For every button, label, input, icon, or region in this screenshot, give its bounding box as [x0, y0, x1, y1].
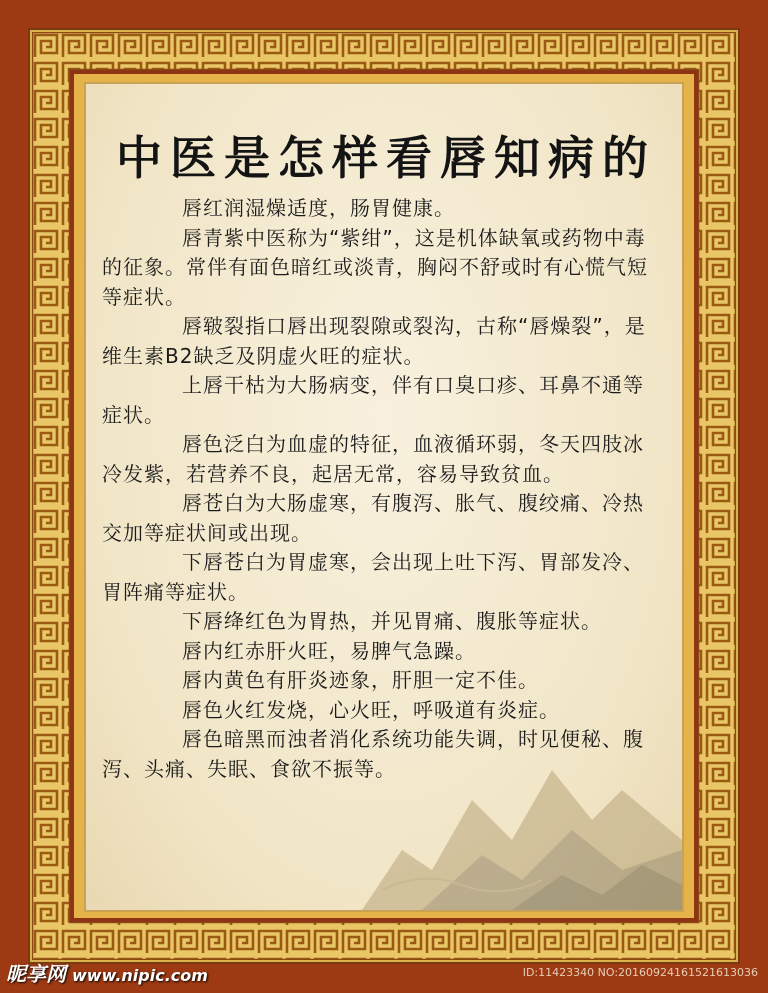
- paragraph: 唇青紫中医称为“紫绀”，这是机体缺氧或药物中毒的征象。常伴有面色暗红或淡青，胸闷不舒或时有心慌气短等症状。: [102, 225, 648, 309]
- article-body: [102, 194, 662, 784]
- content-panel: [84, 82, 684, 912]
- watermark-id: ID:11423340 NO:20160924161521613036: [522, 966, 758, 979]
- paragraph: 唇色泛白为血虚的特征，血液循环弱，冬天四肢冰冷发紫，若营养不良，起居无常，容易导致贫血。: [102, 432, 644, 486]
- watermark-brand: [6, 958, 208, 987]
- watermark-brand-name: 昵享网: [6, 962, 66, 986]
- paragraph: 唇红润湿燥适度，肠胃健康。: [182, 196, 455, 220]
- paragraph: 下唇苍白为胃虚寒，会出现上吐下泻、胃部发冷、胃阵痛等症状。: [102, 550, 644, 604]
- paragraph: 下唇绛红色为胃热，并见胃痛、腹胀等症状。: [182, 609, 602, 633]
- paragraph: 唇色火红发烧，心火旺，呼吸道有炎症。: [182, 697, 560, 722]
- paragraph: 唇内黄色有肝炎迹象，肝胆一定不佳。: [182, 668, 539, 692]
- poster-title: 中医是怎样看唇知病的: [116, 131, 656, 185]
- paragraph: 上唇干枯为大肠病变，伴有口臭口疹、耳鼻不通等症状。: [102, 373, 644, 427]
- paragraph: 唇皲裂指口唇出现裂隙或裂沟，古称“唇燥裂”，是维生素B2缺乏及阴虚火旺的症状。: [102, 314, 646, 368]
- watermark-url: www.nipic.com: [72, 966, 208, 985]
- paragraph: 唇苍白为大肠虚寒，有腹泻、胀气、腹绞痛、冷热交加等症状间或出现。: [102, 491, 644, 545]
- paragraph: 唇内红赤肝火旺，易脾气急躁。: [182, 638, 476, 663]
- paragraph: 唇色暗黑而浊者消化系统功能失调，时见便秘、腹泻、头痛、失眠、食欲不振等。: [102, 727, 644, 781]
